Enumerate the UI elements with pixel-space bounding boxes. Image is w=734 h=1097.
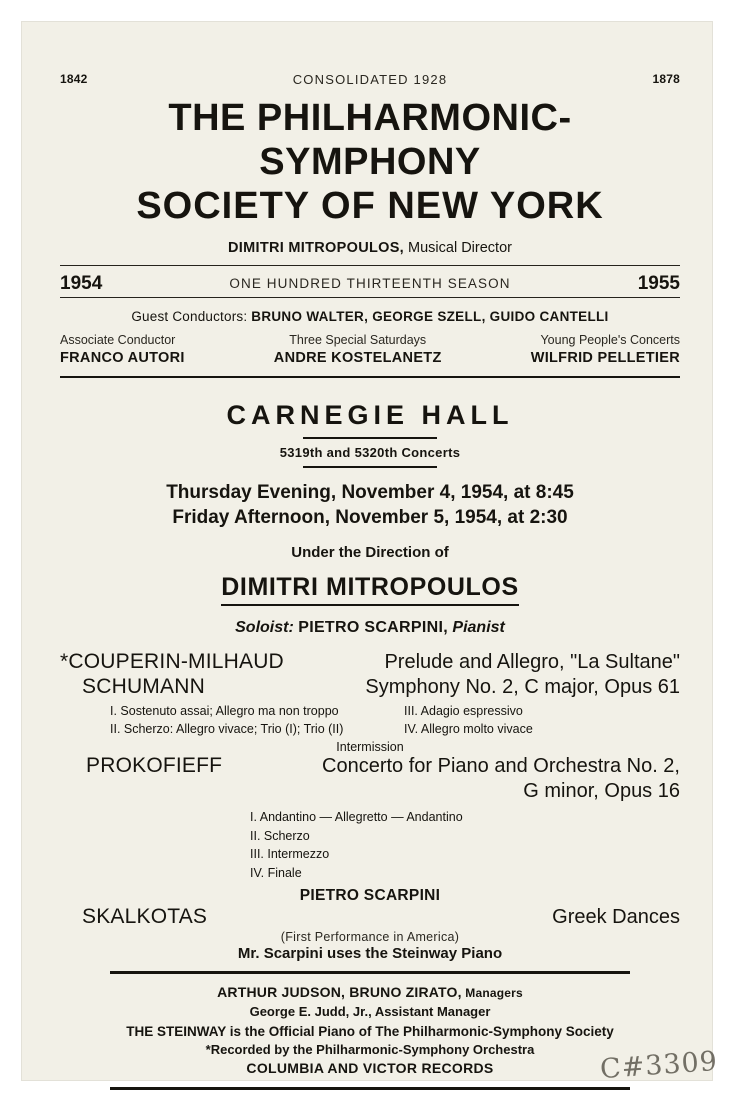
soloist-instrument: Pianist bbox=[447, 619, 505, 637]
role-label-young-people: Young People's Concerts bbox=[540, 333, 680, 348]
record-labels-line: COLUMBIA AND VICTOR RECORDS bbox=[246, 1060, 494, 1077]
org-name-line-1: THE PHILHARMONIC-SYMPHONY bbox=[168, 97, 572, 184]
movement-item: I. Andantino — Allegretto — Andantino bbox=[250, 809, 463, 824]
movement-item: III. Intermezzo bbox=[250, 847, 330, 862]
work-title-line-1: Concerto for Piano and Orchestra No. 2, bbox=[322, 755, 680, 778]
work-couperin-milhaud bbox=[60, 650, 680, 674]
guest-conductors-label: Guest Conductors: bbox=[131, 309, 252, 325]
composer-name: *COUPERIN-MILHAUD bbox=[60, 650, 284, 674]
program-listing bbox=[60, 650, 680, 962]
guest-conductors-names: BRUNO WALTER, GEORGE SZELL, GUIDO CANTELLI bbox=[251, 309, 609, 325]
conductor-role-young-people bbox=[531, 333, 680, 367]
performance-date-2: Friday Afternoon, November 5, 1954, at 2:30 bbox=[172, 507, 568, 529]
prokofieff-movements bbox=[60, 808, 680, 883]
conductor-block bbox=[60, 573, 680, 602]
recorded-note-line: *Recorded by the Philharmonic-Symphony Orchestra bbox=[205, 1041, 535, 1057]
season-year-start: 1954 bbox=[60, 273, 103, 295]
performance-date-1: Thursday Evening, November 4, 1954, at 8:45 bbox=[166, 481, 574, 503]
soloist-label: Soloist: bbox=[235, 619, 299, 637]
venue-rule-top bbox=[303, 437, 437, 439]
under-direction-label: Under the Direction of bbox=[291, 544, 449, 562]
footer-block bbox=[60, 983, 680, 1079]
work-skalkotas bbox=[60, 905, 680, 929]
concerto-performer-name: PIETRO SCARPINI bbox=[299, 886, 441, 904]
movement-item: III. Adagio espressivo bbox=[404, 703, 523, 718]
work-prokofieff bbox=[60, 754, 680, 803]
conductor-role-associate bbox=[60, 333, 185, 367]
composer-name: SCHUMANN bbox=[82, 674, 205, 698]
managers-line bbox=[60, 983, 680, 1003]
program-page bbox=[22, 22, 719, 1086]
concert-numbers: 5319th and 5320th Concerts bbox=[279, 444, 461, 460]
year-founded-left: 1842 bbox=[60, 72, 88, 86]
conductor-roles-row bbox=[60, 333, 680, 367]
soloist-name: PIETRO SCARPINI, bbox=[298, 619, 448, 637]
season-label: ONE HUNDRED THIRTEENTH SEASON bbox=[229, 276, 511, 292]
movement-item: I. Sostenuto assai; Allegro ma non troppo bbox=[110, 703, 339, 718]
first-performance-note: (First Performance in America) bbox=[280, 930, 460, 945]
managers-names: ARTHUR JUDSON, BRUNO ZIRATO, bbox=[217, 984, 462, 1001]
movement-item: IV. Finale bbox=[250, 866, 302, 881]
work-title bbox=[222, 754, 680, 803]
divider-above-footer bbox=[110, 971, 630, 974]
work-title: Prelude and Allegro, "La Sultane" bbox=[384, 651, 680, 674]
conductor-name: DIMITRI MITROPOULOS bbox=[221, 573, 519, 606]
assistant-manager-line: George E. Judd, Jr., Assistant Manager bbox=[249, 1004, 491, 1020]
movement-item: II. Scherzo bbox=[250, 828, 310, 843]
work-schumann bbox=[60, 675, 680, 699]
season-year-end: 1955 bbox=[637, 273, 680, 295]
musical-director-line bbox=[60, 240, 680, 256]
soloist-line bbox=[60, 619, 680, 637]
movements-column-right bbox=[386, 702, 680, 738]
year-founded-right: 1878 bbox=[652, 72, 680, 86]
work-title: Greek Dances bbox=[552, 905, 680, 928]
divider-below-season bbox=[60, 297, 680, 298]
role-name-young-people: WILFRID PELLETIER bbox=[530, 349, 680, 366]
movement-item: IV. Allegro molto vivace bbox=[404, 722, 533, 737]
guest-conductors-line bbox=[60, 309, 680, 324]
role-name-associate: FRANCO AUTORI bbox=[60, 349, 185, 366]
composer-name: SKALKOTAS bbox=[82, 904, 208, 928]
consolidated-label: CONSOLIDATED 1928 bbox=[292, 72, 448, 87]
venue-rule-bottom bbox=[303, 466, 437, 468]
performance-dates bbox=[60, 480, 680, 530]
conductor-role-saturdays bbox=[185, 333, 531, 367]
movements-column-left bbox=[60, 702, 386, 738]
program-content bbox=[60, 72, 680, 1090]
pencil-annotation: C#3309 bbox=[599, 1045, 719, 1086]
schumann-movements bbox=[60, 702, 680, 738]
founding-years-bar bbox=[60, 72, 680, 90]
role-label-associate: Associate Conductor bbox=[60, 333, 176, 348]
intermission-label: Intermission bbox=[336, 740, 404, 755]
composer-name: PROKOFIEFF bbox=[86, 754, 223, 778]
divider-above-venue bbox=[60, 376, 680, 378]
role-name-saturdays: ANDRE KOSTELANETZ bbox=[273, 349, 442, 366]
divider-below-footer bbox=[110, 1087, 630, 1090]
musical-director-role: Musical Director bbox=[404, 240, 512, 257]
steinway-piano-note: Mr. Scarpini uses the Steinway Piano bbox=[237, 945, 503, 963]
musical-director-name: DIMITRI MITROPOULOS, bbox=[228, 240, 404, 257]
work-title-line-2: G minor, Opus 16 bbox=[523, 779, 680, 802]
steinway-official-line: THE STEINWAY is the Official Piano of The Philharmonic-Symphony Society bbox=[126, 1023, 614, 1039]
organization-masthead bbox=[60, 96, 680, 228]
venue-name: CARNEGIE HALL bbox=[226, 399, 514, 430]
work-title: Symphony No. 2, C major, Opus 61 bbox=[365, 675, 680, 698]
movement-item: II. Scherzo: Allegro vivace; Trio (I); Trio (II) bbox=[110, 722, 344, 737]
managers-label: Managers bbox=[461, 986, 523, 1001]
org-name-line-2: SOCIETY OF NEW YORK bbox=[136, 185, 604, 228]
season-bar bbox=[60, 266, 680, 297]
role-label-saturdays: Three Special Saturdays bbox=[289, 333, 427, 348]
